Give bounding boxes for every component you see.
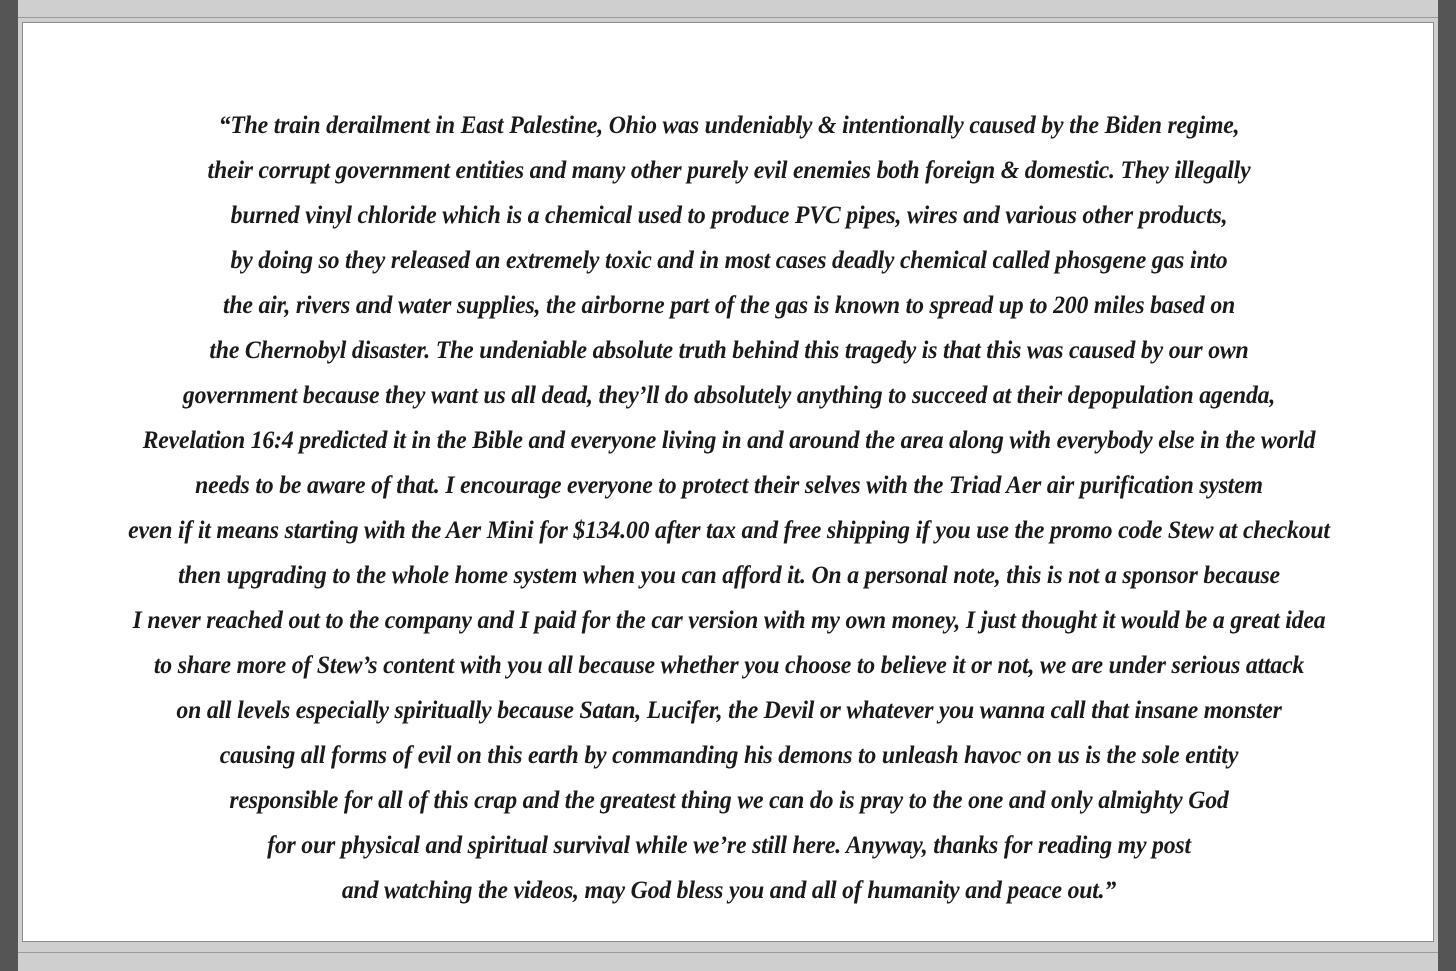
quote-line: needs to be aware of that. I encourage everyone to protect their selves with the Triad Aer air purification system [195, 472, 1263, 499]
quote-line: I never reached out to the company and I paid for the car version with my own money, I just thought it would be a great idea [132, 607, 1326, 634]
quote-page [22, 22, 1434, 942]
quote-line: government because they want us all dead, they’ll do absolutely anything to succeed at their depopulation agenda, [182, 382, 1276, 409]
bottom-frame-bar [18, 952, 1438, 971]
quote-text-block [23, 103, 1435, 913]
quote-line: for our physical and spiritual survival while we’re still here. Anyway, thanks for reading my post [267, 832, 1191, 859]
quote-line: Revelation 16:4 predicted it in the Bible and everyone living in and around the area along with everybody else in the world [142, 427, 1316, 454]
quote-line: by doing so they released an extremely toxic and in most cases deadly chemical called phosgene gas into [230, 247, 1228, 274]
quote-line: responsible for all of this crap and the greatest thing we can do is pray to the one and only almighty God [229, 787, 1229, 814]
quote-line: then upgrading to the whole home system when you can afford it. On a personal note, this is not a sponsor because [178, 562, 1280, 589]
quote-line: even if it means starting with the Aer Mini for $134.00 after tax and free shipping if you use the promo code Stew at checkout [128, 517, 1330, 544]
quote-line: the Chernobyl disaster. The undeniable absolute truth behind this tragedy is that this was caused by our own [209, 337, 1249, 364]
quote-line: “The train derailment in East Palestine, Ohio was undeniably & intentionally caused by the Biden regime, [218, 112, 1240, 139]
quote-line: the air, rivers and water supplies, the airborne part of the gas is known to spread up to 200 miles based on [222, 292, 1236, 319]
quote-line: their corrupt government entities and many other purely evil enemies both foreign & domestic. They illegally [207, 157, 1251, 184]
quote-line: causing all forms of evil on this earth by commanding his demons to unleash havoc on us is the sole entity [219, 742, 1239, 769]
quote-line: on all levels especially spiritually because Satan, Lucifer, the Devil or whatever you wanna call that insane monster [176, 697, 1282, 724]
top-frame-bar [18, 0, 1438, 18]
quote-line: burned vinyl chloride which is a chemical used to produce PVC pipes, wires and various other products, [230, 202, 1228, 229]
quote-line: to share more of Stew’s content with you all because whether you choose to believe it or not, we are under serious attack [153, 652, 1305, 679]
quote-line: and watching the videos, may God bless you and all of humanity and peace out.” [341, 877, 1117, 904]
